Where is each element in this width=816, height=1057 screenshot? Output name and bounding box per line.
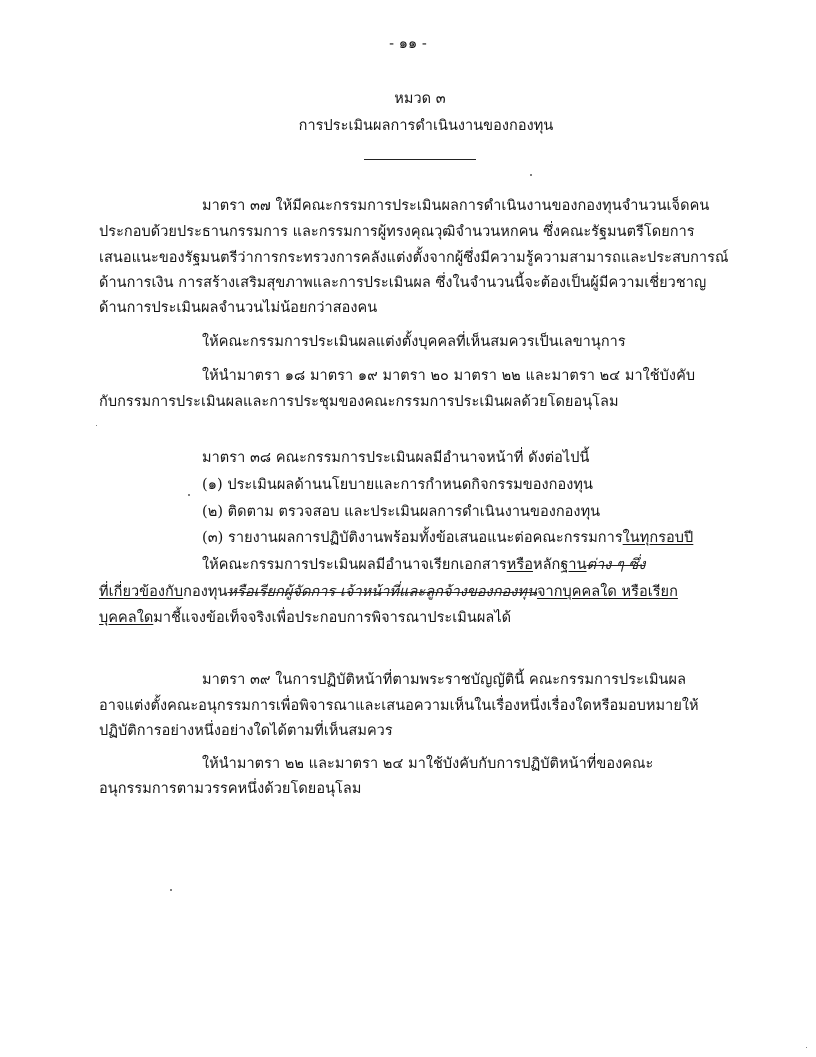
- chapter-title: การประเมินผลการดำเนินงานของกองทุน: [298, 118, 554, 134]
- scan-speck: [188, 494, 190, 496]
- title-divider: [364, 159, 476, 160]
- scan-speck: [530, 174, 532, 176]
- para-2-inserted-person: บุคคลใด: [99, 610, 154, 626]
- section-38-intro: มาตรา ๓๘ คณะกรรมการประเมินผลมีอำนาจหน้าที่ ดังต่อไปนี้: [202, 450, 590, 466]
- para-2-text-a: ให้คณะกรรมการประเมินผลมีอำนาจเรียกเอกสาร: [202, 557, 507, 573]
- para-2-deleted-staff: หรือเรียกผู้จัดการ เจ้าหน้าที่และลูกจ้างของกองทุน: [227, 584, 537, 600]
- section-38-item-2: (๒) ติดตาม ตรวจสอบ และประเมินผลการดำเนินงานของกองทุน: [202, 504, 601, 520]
- para-2-inserted-evidence: ฐาน: [560, 557, 587, 573]
- section-38-item-3: [202, 528, 693, 548]
- scan-speck: [96, 425, 97, 426]
- para-2-inserted-or: หรือ: [506, 557, 533, 573]
- section-39-line-1: มาตรา ๓๙ ในการปฏิบัติหน้าที่ตามพระราชบัญญัตินี้ คณะกรรมการประเมินผล: [202, 672, 687, 688]
- para-2-text-c: หลัก: [532, 557, 561, 573]
- scan-speck: [806, 1047, 807, 1048]
- section-38-item-3-annual: ในทุกรอบปี: [622, 530, 694, 546]
- section-37-line-3: เสนอแนะของรัฐมนตรีว่าการกระทรวงการคลังแต่งตั้งจากผู้ซึ่งมีความรู้ความสามารถและประสบการณ์: [99, 250, 729, 266]
- section-38-para-2-line-2: [99, 582, 678, 602]
- section-39-line-2: อาจแต่งตั้งคณะอนุกรรมการเพื่อพิจารณาและเสนอความเห็นในเรื่องหนึ่งเรื่องใดหรือมอบหมายให้: [99, 698, 699, 714]
- para-2-fund: กองทุน: [183, 584, 228, 600]
- section-37-apply-line-2: กับกรรมการประเมินผลและการประชุมของคณะกรรมการประเมินผลด้วยโดยอนุโลม: [99, 394, 619, 410]
- para-2-deleted-text: ต่าง ๆ ซึ่ง: [586, 557, 646, 573]
- scan-speck: [170, 889, 172, 891]
- section-38-item-1: (๑) ประเมินผลด้านนโยบายและการกำหนดกิจกรรมของกองทุน: [202, 477, 593, 493]
- section-39-line-5: อนุกรรมการตามวรรคหนึ่งด้วยโดยอนุโลม: [99, 781, 362, 797]
- section-39-line-4: ให้นำมาตรา ๒๒ และมาตรา ๒๔ มาใช้บังคับกับการปฏิบัติหน้าที่ของคณะ: [202, 756, 654, 772]
- section-37-line-5: ด้านการประเมินผลจำนวนไม่น้อยกว่าสองคน: [99, 300, 378, 316]
- section-39-line-3: ปฏิบัติการอย่างหนึ่งอย่างใดได้ตามที่เห็นสมควร: [99, 723, 393, 739]
- section-37-secretary: ให้คณะกรรมการประเมินผลแต่งตั้งบุคคลที่เห็นสมควรเป็นเลขานุการ: [202, 334, 626, 350]
- para-2-inserted-related: ที่เกี่ยวข้องกับ: [99, 584, 184, 600]
- page-number: - ๑๑ -: [389, 36, 427, 52]
- section-37-line-2: ประกอบด้วยประธานกรรมการ และกรรมการผู้ทรงคุณวุฒิจำนวนหกคน ซึ่งคณะรัฐมนตรีโดยการ: [99, 224, 695, 240]
- section-38-para-2-line-3: [99, 608, 511, 628]
- section-38-item-3-text: (๓) รายงานผลการปฏิบัติงานพร้อมทั้งข้อเสนอแนะต่อคณะกรรมการ: [202, 530, 623, 546]
- chapter-heading: หมวด ๓: [394, 91, 446, 107]
- section-37-apply-line-1: ให้นำมาตรา ๑๘ มาตรา ๑๙ มาตรา ๒๐ มาตรา ๒๒ และมาตรา ๒๔ มาใช้บังคับ: [202, 368, 696, 384]
- section-37-line-1: มาตรา ๓๗ ให้มีคณะกรรมการประเมินผลการดำเนินงานของกองทุนจำนวนเจ็ดคน: [202, 198, 710, 214]
- para-2-text-end: มาชี้แจงข้อเท็จจริงเพื่อประกอบการพิจารณาประเมินผลได้: [153, 610, 512, 626]
- para-2-inserted-any-person: จากบุคคลใด หรือเรียก: [536, 584, 678, 600]
- section-37-line-4: ด้านการเงิน การสร้างเสริมสุขภาพและการประเมินผล ซึ่งในจำนวนนี้จะต้องเป็นผู้มีความเชี่ยวชาญ: [99, 275, 707, 291]
- section-38-para-2-line-1: [202, 555, 646, 575]
